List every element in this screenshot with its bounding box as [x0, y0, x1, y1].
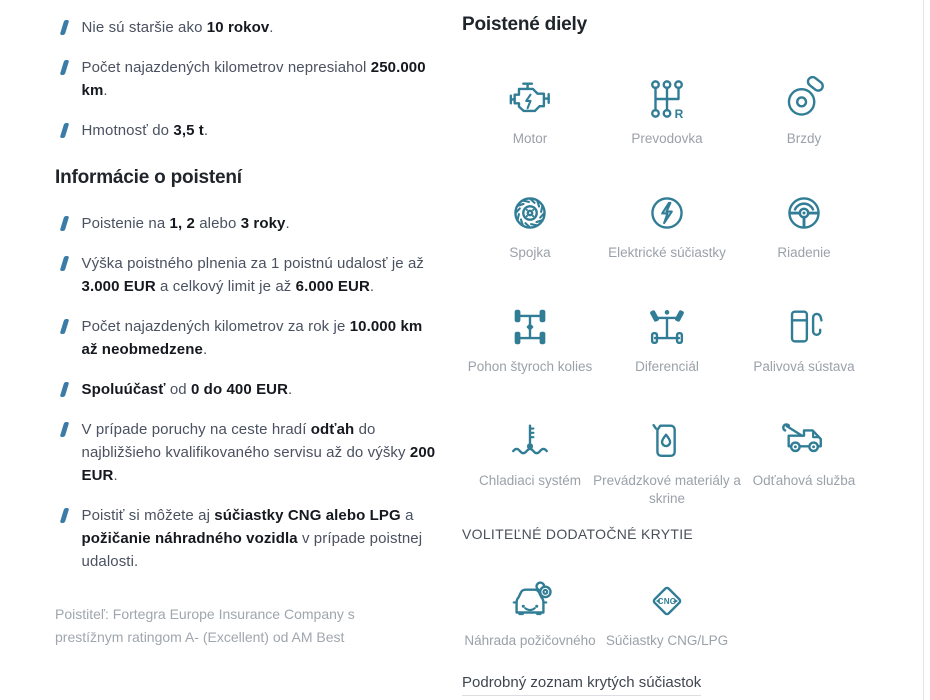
slash-bullet-icon: [60, 60, 69, 75]
rental-car-icon: [507, 578, 553, 624]
bullet-text: V prípade poruchy na ceste hradí odťah do najbližšieho kvalifikovaného servisu až do výšky 200 EUR.: [81, 421, 436, 484]
list-item: [55, 418, 455, 487]
part-label: Prevádzkové materiály a skrine: [593, 473, 741, 506]
cooling-system-icon: [507, 418, 553, 464]
part-item-clutch: [462, 176, 598, 290]
svg-text:CNG: CNG: [657, 596, 677, 606]
list-item: [55, 378, 455, 401]
tow-truck-icon: [781, 418, 827, 464]
part-label: Súčiastky CNG/LPG: [605, 633, 729, 648]
part-label: Odťahová služba: [752, 473, 856, 488]
four-wheel-drive-icon: [507, 304, 553, 350]
part-item-cng: [598, 564, 736, 658]
part-label: Riadenie: [777, 245, 831, 260]
bullet-text: Výška poistného plnenia za 1 poistnú udalosť je až 3.000 EUR a celkový limit je až 6.000 EUR.: [81, 255, 425, 295]
bullet-text: Nie sú staršie ako 10 rokov.: [81, 19, 274, 36]
slash-bullet-icon: [60, 20, 69, 35]
grid-spacer: [736, 564, 872, 658]
conditions-column: [55, 0, 455, 649]
list-item: [55, 119, 455, 142]
part-item-awd: [462, 290, 598, 404]
part-label: Náhrada požičovného: [464, 633, 596, 648]
slash-bullet-icon: [60, 508, 69, 523]
optional-coverage-heading: VOLITEĽNÉ DODATOČNÉ KRYTIE: [462, 526, 694, 542]
slash-bullet-icon: [60, 319, 69, 334]
page-right-border: [923, 0, 924, 700]
list-item: [55, 212, 455, 235]
bullet-text: Poistiť si môžete aj súčiastky CNG alebo LPG a požičanie náhradného vozidla v prípade poistnej udalosti.: [81, 507, 423, 570]
slash-bullet-icon: [60, 422, 69, 437]
gearbox-icon: [644, 76, 690, 122]
operating-fluids-icon: [644, 418, 690, 464]
insurance-info-heading: Informácie o poistení: [55, 167, 242, 188]
part-item-gearbox: [598, 62, 736, 176]
list-item: [55, 252, 455, 298]
electric-parts-icon: [644, 190, 690, 236]
slash-bullet-icon: [60, 256, 69, 271]
list-item: [55, 504, 455, 573]
fuel-system-icon: [781, 304, 827, 350]
part-item-differential: [598, 290, 736, 404]
part-item-fluids: [593, 404, 741, 518]
slash-bullet-icon: [60, 123, 69, 138]
engine-icon: [507, 76, 553, 122]
bullet-text: Počet najazdených kilometrov nepresiahol 250.000 km.: [81, 59, 426, 99]
part-item-steering: [736, 176, 872, 290]
insured-parts-heading: Poistené diely: [462, 14, 587, 35]
part-label: Motor: [512, 131, 548, 146]
bullet-text: Poistenie na 1, 2 alebo 3 roky.: [81, 215, 290, 232]
part-item-rental: [462, 564, 598, 658]
part-item-brakes: [736, 62, 872, 176]
part-label: Chladiaci systém: [478, 473, 582, 488]
bullet-text: Počet najazdených kilometrov za rok je 10.000 km až neobmedzene.: [81, 318, 423, 358]
differential-icon: [644, 304, 690, 350]
part-item-cooling: [462, 404, 598, 518]
part-label: Pohon štyroch kolies: [467, 359, 593, 374]
part-label: Elektrické súčiastky: [608, 245, 726, 260]
part-item-towing: [736, 404, 872, 518]
insurer-note: Poistiteľ: Fortegra Europe Insurance Company s prestížnym ratingom A- (Excellent) od AM Best: [55, 606, 355, 645]
svg-text:R: R: [674, 107, 684, 122]
part-label: Palivová sústava: [753, 359, 855, 374]
list-item: [55, 315, 455, 361]
part-item-fuel: [736, 290, 872, 404]
brakes-icon: [781, 76, 827, 122]
bullet-text: Spoluúčasť od 0 do 400 EUR.: [81, 381, 293, 398]
vehicle-conditions-list: [55, 16, 455, 142]
insured-parts-column: [462, 0, 872, 696]
cng-badge-icon: [644, 578, 690, 624]
part-label: Spojka: [509, 245, 551, 260]
list-item: [55, 56, 455, 102]
list-item: [55, 16, 455, 39]
slash-bullet-icon: [60, 216, 69, 231]
part-label: Prevodovka: [631, 131, 703, 146]
part-item-motor: [462, 62, 598, 176]
part-label: Brzdy: [786, 131, 822, 146]
insurance-info-list: [55, 212, 455, 573]
optional-parts-grid: [462, 564, 872, 658]
bullet-text: Hmotnosť do 3,5 t.: [81, 122, 209, 139]
slash-bullet-icon: [60, 382, 69, 397]
covered-parts-link[interactable]: Podrobný zoznam krytých súčiastok: [462, 674, 701, 696]
clutch-icon: [507, 190, 553, 236]
part-item-electric: [598, 176, 736, 290]
parts-grid: [462, 62, 872, 518]
part-label: Diferenciál: [635, 359, 699, 374]
steering-icon: [781, 190, 827, 236]
